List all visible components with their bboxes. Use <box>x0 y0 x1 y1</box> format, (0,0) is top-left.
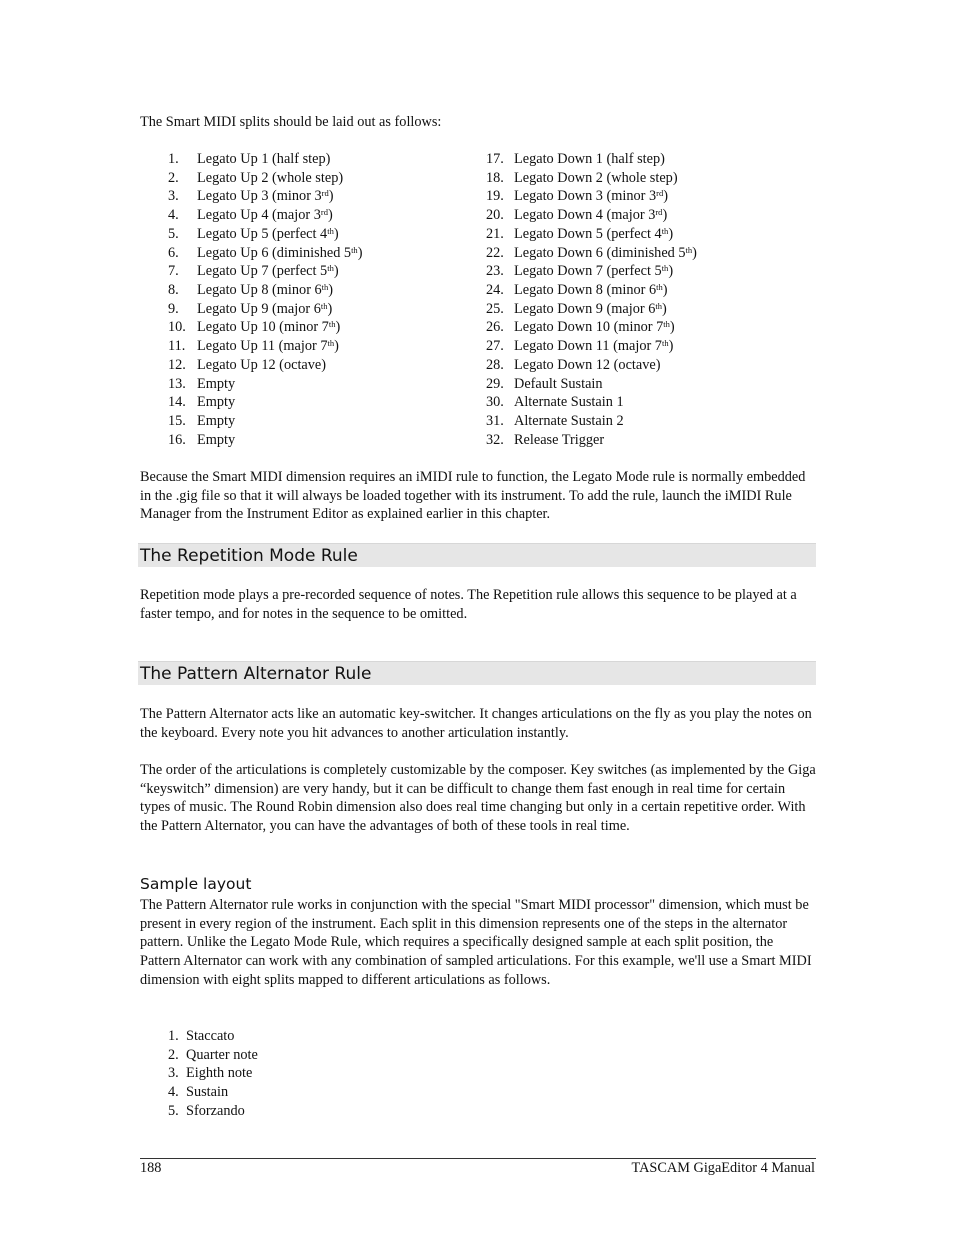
repetition-heading: The Repetition Mode Rule <box>140 546 358 566</box>
ordinal-suffix: th <box>320 300 328 311</box>
list-item-number: 3. <box>168 1065 179 1082</box>
closing-paren: ) <box>334 338 339 355</box>
list-item-label: Legato Down 8 (minor 6 <box>514 282 657 299</box>
list-item-label: Empty <box>197 431 236 448</box>
ordinal-suffix: th <box>327 225 334 236</box>
closing-paren: ) <box>335 319 341 336</box>
list-item-label: Legato Up 12 (octave) <box>197 356 327 373</box>
list-item-number: 23. <box>486 263 504 280</box>
list-item-label: Staccato <box>186 1028 235 1044</box>
list-item-number: 14. <box>168 394 186 411</box>
list-item-label: Empty <box>197 394 236 411</box>
ordinal-suffix: th <box>655 300 662 311</box>
closing-paren: ) <box>668 225 674 242</box>
pattern-heading: The Pattern Alternator Rule <box>140 664 372 684</box>
list-item-text <box>514 356 661 375</box>
list-item-number: 20. <box>486 207 504 224</box>
list-item-number: 32. <box>486 431 504 448</box>
ordinal-suffix: rd <box>656 188 664 199</box>
list-item-label: Legato Up 3 (minor 3 <box>197 188 322 205</box>
list-item-label: Legato Up 10 (minor 7 <box>197 319 329 336</box>
list-item-text <box>514 262 673 281</box>
closing-paren: ) <box>662 282 668 299</box>
list-item-label: Empty <box>197 413 236 430</box>
list-item-label: Legato Down 2 (whole step) <box>514 169 678 186</box>
list-item-text <box>197 412 235 431</box>
list-item-text <box>197 318 340 337</box>
list-item-text <box>197 169 343 188</box>
list-item-text <box>514 318 675 337</box>
list-item-label: Legato Up 11 (major 7 <box>197 338 328 355</box>
list-item-number: 13. <box>168 375 186 392</box>
list-item-text <box>514 225 673 244</box>
list-item-text <box>197 150 330 169</box>
closing-paren: ) <box>328 188 334 205</box>
list-item-number: 18. <box>486 169 504 186</box>
closing-paren: ) <box>662 207 668 224</box>
list-item-number: 8. <box>168 282 179 299</box>
list-item-number: 5. <box>168 225 179 242</box>
list-item-text <box>514 300 667 319</box>
list-item-number: 4. <box>168 1084 179 1101</box>
list-item-number: 25. <box>486 300 504 317</box>
list-item-number: 30. <box>486 394 504 411</box>
closing-paren: ) <box>663 188 669 205</box>
list-item-text <box>197 337 339 356</box>
closing-paren: ) <box>328 282 334 299</box>
list-item-number: 6. <box>168 244 179 261</box>
list-item-label: Quarter note <box>186 1046 258 1063</box>
list-item-text <box>197 281 333 300</box>
list-item-number: 21. <box>486 225 504 242</box>
list-item-text <box>514 281 668 300</box>
list-item-text <box>514 393 624 412</box>
list-item-number: 9. <box>168 300 179 317</box>
list-item-text <box>514 150 665 169</box>
list-item-label: Legato Up 5 (perfect 4 <box>197 225 328 242</box>
closing-paren: ) <box>669 319 675 336</box>
ordinal-suffix: th <box>661 338 669 349</box>
list-item-number: 7. <box>168 263 179 280</box>
list-item-text <box>197 431 235 450</box>
closing-paren: ) <box>668 338 674 355</box>
list-item-text <box>514 431 604 450</box>
closing-paren: ) <box>327 300 333 317</box>
list-item-number: 11. <box>168 338 186 355</box>
intro-text: The Smart MIDI splits should be laid out as follows: <box>140 114 442 130</box>
closing-paren: ) <box>357 244 363 261</box>
list-item-number: 16. <box>168 431 186 448</box>
list-item-label: Legato Down 6 (diminished 5 <box>514 244 686 261</box>
list-item-number: 1. <box>168 1028 179 1044</box>
pattern-paragraph-1: The Pattern Alternator acts like an automatic key-switcher. It changes articulations on the fly as you play the notes on the keyboard. Every note you hit advances to another articulation instantly. <box>140 706 812 741</box>
ordinal-suffix: th <box>685 244 693 255</box>
sample-layout-paragraph: The Pattern Alternator rule works in conjunction with the special "Smart MIDI processor" dimension, which must be present in every region of the instrument. Each split in this dimension represents one of the steps in the alternator pattern. Unlike the Legato Mode Rule, which requires a specifically designed sample at each split position, the Pattern Alternator can work with any combination of sampled articulations. For this example, we'll use a Smart MIDI dimension with eight splits mapped to different articulations as follows. <box>140 897 812 988</box>
ordinal-suffix: rd <box>655 207 663 218</box>
list-item-label: Sustain <box>186 1084 229 1101</box>
list-item-text <box>197 244 362 263</box>
list-item-label: Default Sustain <box>514 375 603 392</box>
list-item-label: Legato Down 4 (major 3 <box>514 207 656 224</box>
list-item-label: Legato Down 3 (minor 3 <box>514 188 657 205</box>
list-item-text <box>197 262 339 281</box>
list-item-number: 17. <box>486 151 504 167</box>
pattern-heading-bar <box>138 661 816 685</box>
list-item-label: Sforzando <box>186 1102 245 1119</box>
list-item-label: Legato Down 5 (perfect 4 <box>514 225 662 242</box>
closing-paren: ) <box>692 244 697 261</box>
list-item-label: Legato Up 1 (half step) <box>197 151 331 167</box>
list-item-text <box>514 412 624 431</box>
list-item-number: 12. <box>168 356 186 373</box>
repetition-paragraph: Repetition mode plays a pre-recorded sequence of notes. The Repetition rule allows this sequence to be played at a faster tempo, and for notes in the sequence to be omitted. <box>140 587 797 622</box>
closing-paren: ) <box>333 225 339 242</box>
ordinal-suffix: th <box>351 244 358 255</box>
list-item-number: 4. <box>168 207 179 224</box>
legato-paragraph: Because the Smart MIDI dimension requires an iMIDI rule to function, the Legato Mode rule is normally embedded in the .gig file so that it will always be loaded together with its instrument. To add the rule, launch the iMIDI Rule Manager from the Instrument Editor as explained earlier in this chapter. <box>140 469 806 523</box>
list-item-text <box>197 225 339 244</box>
list-item-text <box>197 375 235 394</box>
closing-paren: ) <box>333 263 339 280</box>
list-item-number: 2. <box>168 169 179 186</box>
ordinal-suffix: th <box>663 319 670 330</box>
ordinal-suffix: th <box>328 319 336 330</box>
list-item-text <box>197 187 334 206</box>
list-item-number: 29. <box>486 375 504 392</box>
ordinal-suffix: th <box>656 282 663 293</box>
list-item-label: Legato Up 7 (perfect 5 <box>197 263 328 280</box>
list-item-label: Legato Down 1 (half step) <box>514 151 665 167</box>
list-item-text <box>514 244 697 263</box>
list-item-label: Legato Up 8 (minor 6 <box>197 282 322 299</box>
list-item-label: Legato Down 10 (minor 7 <box>514 319 664 336</box>
sample-layout-heading: Sample layout <box>140 875 252 893</box>
list-item-number: 2. <box>168 1046 179 1063</box>
list-item-number: 3. <box>168 188 179 205</box>
list-item-label: Legato Up 4 (major 3 <box>197 207 321 224</box>
list-item-number: 27. <box>486 338 504 355</box>
ordinal-suffix: th <box>321 282 329 293</box>
list-item-label: Legato Down 12 (octave) <box>514 356 661 373</box>
list-item-number: 22. <box>486 244 504 261</box>
repetition-heading-bar <box>138 543 816 567</box>
closing-paren: ) <box>668 263 674 280</box>
list-item-text <box>197 300 332 319</box>
list-item-text <box>514 337 673 356</box>
manual-title: TASCAM GigaEditor 4 Manual <box>631 1160 815 1176</box>
closing-paren: ) <box>661 300 667 317</box>
list-item-text <box>514 187 668 206</box>
list-item-number: 28. <box>486 356 504 373</box>
list-item-number: 19. <box>486 188 504 205</box>
list-item-label: Legato Up 6 (diminished 5 <box>197 244 352 261</box>
list-item-text <box>197 393 235 412</box>
ordinal-suffix: th <box>661 263 669 274</box>
ordinal-suffix: rd <box>321 188 329 199</box>
list-item-label: Legato Up 2 (whole step) <box>197 169 344 186</box>
list-item-number: 31. <box>486 413 504 430</box>
list-item-label: Eighth note <box>186 1065 253 1082</box>
list-item-text <box>514 169 678 188</box>
list-item-number: 5. <box>168 1102 179 1119</box>
ordinal-suffix: th <box>661 225 669 236</box>
list-item-label: Empty <box>197 375 236 392</box>
list-item-number: 10. <box>168 319 186 336</box>
ordinal-suffix: th <box>327 263 334 274</box>
list-item-label: Legato Down 7 (perfect 5 <box>514 263 662 280</box>
list-item-number: 24. <box>486 282 504 299</box>
list-item-label: Release Trigger <box>514 431 605 448</box>
list-item-label: Alternate Sustain 1 <box>514 394 624 411</box>
list-item-number: 15. <box>168 413 186 430</box>
ordinal-suffix: rd <box>320 207 328 218</box>
list-item-label: Alternate Sustain 2 <box>514 413 624 430</box>
list-item-label: Legato Down 11 (major 7 <box>514 338 662 355</box>
list-item-text <box>514 375 603 394</box>
list-item-text <box>197 356 326 375</box>
page-number: 188 <box>140 1160 162 1176</box>
list-item-text <box>514 206 667 225</box>
list-item-label: Legato Down 9 (major 6 <box>514 300 656 317</box>
list-item-label: Legato Up 9 (major 6 <box>197 300 321 317</box>
closing-paren: ) <box>327 207 333 224</box>
list-item-text <box>197 206 333 225</box>
ordinal-suffix: th <box>327 338 335 349</box>
list-item-number: 26. <box>486 319 504 336</box>
pattern-paragraph-2: The order of the articulations is completely customizable by the composer. Key switches (as implemented by the Giga “keyswitch” dimension) are very handy, but it can be difficult to change them fast enough in real time for certain types of music. The Round Robin dimension also does real time changing but only in a certain repetitive order. With the Pattern Alternator, you can have the advantages of both of these tools in real time. <box>140 762 816 835</box>
list-item-number: 1. <box>168 151 179 167</box>
footer-divider <box>140 1158 816 1159</box>
